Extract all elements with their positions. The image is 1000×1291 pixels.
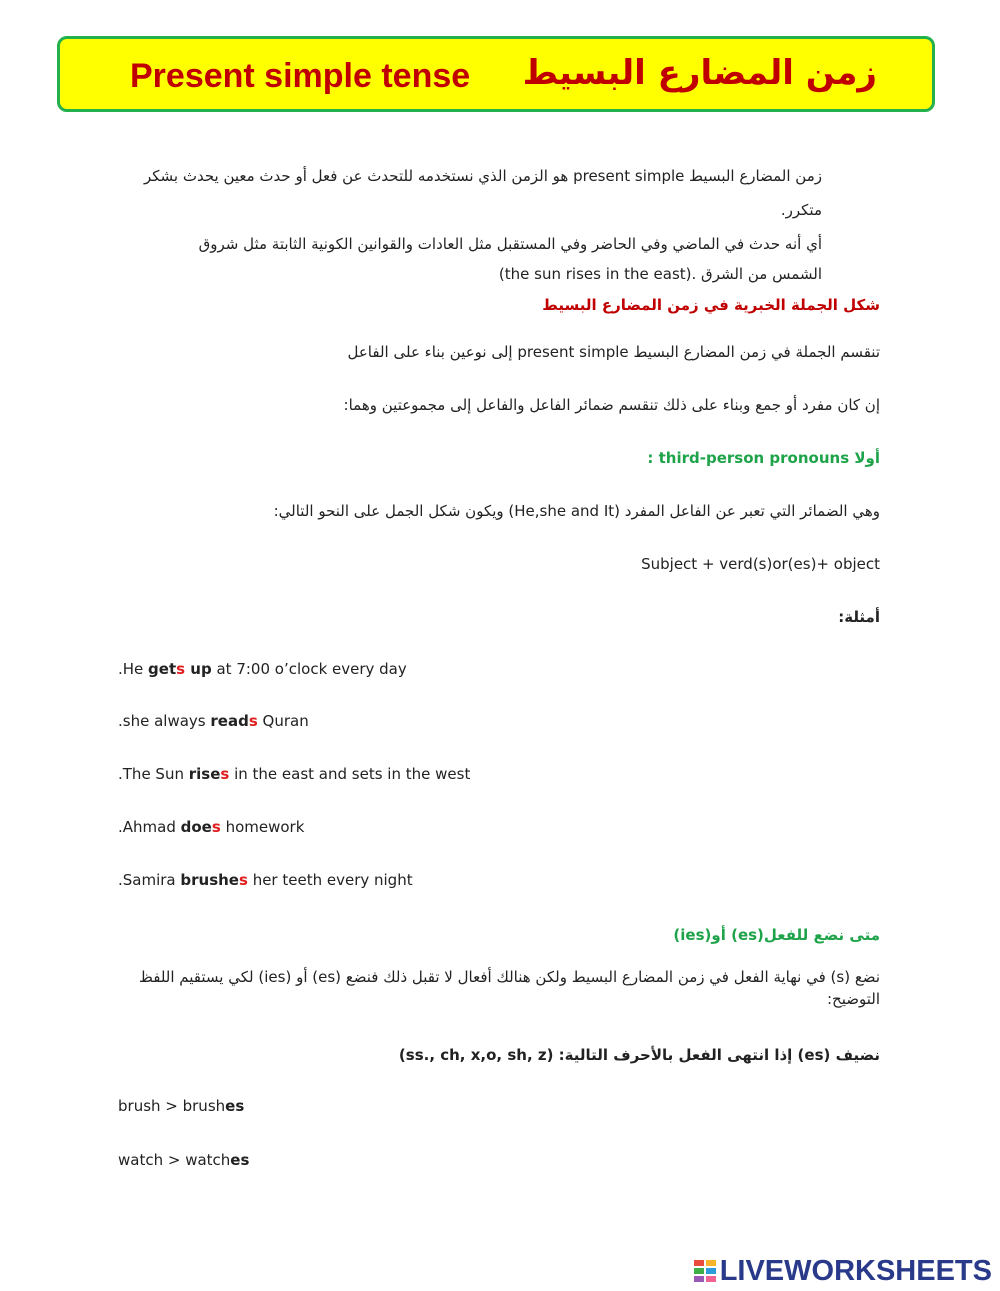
example-post: Quran [257,712,309,730]
title-banner [57,36,935,112]
examples-label: أمثلة: [838,608,880,626]
paragraph-sentence-types: تنقسم الجملة في زمن المضارع البسيط present simple إلى نوعين بناء على الفاعل [347,343,880,361]
liveworksheets-logo-text: LIVEWORKSHEETS [719,1254,992,1287]
word-base: brush > brush [118,1097,226,1115]
example-suffix: s [248,712,258,730]
example-sentence [118,765,470,783]
example-verb-particle: up [185,660,212,678]
intro-line-3: أي أنه حدث في الماضي وفي الحاضر وفي المستقبل مثل العادات والقوانين الكونية الثابتة مثل شروق [198,235,822,253]
intro-line-2: متكرر. [780,201,822,219]
word-example [118,1097,244,1115]
intro-line-4: الشمس من الشرق .(the sun rises in the east) [498,265,822,283]
example-post: homework [220,818,305,836]
example-pre: .she always [118,712,211,730]
example-pre: .He [118,660,149,678]
example-suffix: s [176,660,186,678]
example-pre: .Ahmad [118,818,181,836]
section-heading-sentence-form: شكل الجملة الخبرية في زمن المضارع البسيط [542,296,880,314]
paragraph-singular-subject: وهي الضمائر التي تعبر عن الفاعل المفرد (He,she and It) ويكون شكل الجمل على النحو التالي: [273,502,880,520]
example-verb: brushe [180,871,239,889]
example-suffix: s [211,818,221,836]
word-example [118,1151,249,1169]
section-heading-es-ies: متى نضع للفعل(es) أو(ies) [673,926,880,944]
intro-line-1: زمن المضارع البسيط present simple هو الزمن الذي نستخدمه للتحدث عن فعل أو حدث معين يحدث بشكر [143,167,822,185]
example-post: at 7:00 o’clock every day [211,660,407,678]
formula-text: Subject + verd(s)or(es)+ object [641,555,880,573]
liveworksheets-logo [694,1253,992,1289]
word-base: watch > watch [118,1151,231,1169]
example-sentence [118,712,309,730]
word-ending: es [230,1151,250,1169]
paragraph-es-ies-rule: نضع (s) في نهاية الفعل في زمن المضارع البسيط ولكن هنالك أفعال لا تقبل ذلك فنضع (es) أو (ies) لكي يستقيم اللفظ التوضيح: [139,968,880,1008]
example-verb: get [148,660,177,678]
example-suffix: s [220,765,230,783]
example-verb: doe [180,818,212,836]
example-pre: .Samira [118,871,181,889]
example-sentence [118,871,413,889]
example-post: in the east and sets in the west [229,765,471,783]
liveworksheets-logo-icon [694,1260,716,1282]
title-english: Present simple tense [130,57,471,95]
example-pre: .The Sun [118,765,189,783]
example-suffix: s [238,871,248,889]
example-sentence [118,660,407,678]
rule-es-endings: نضيف (es) إذا انتهى الفعل بالأحرف التالية: (ss., ch, x,o, sh, z) [398,1046,880,1064]
example-post: her teeth every night [247,871,413,889]
example-verb: read [210,712,249,730]
example-sentence [118,818,304,836]
section-heading-third-person: أولا third-person pronouns : [647,449,880,467]
example-verb: rise [188,765,221,783]
word-ending: es [225,1097,245,1115]
title-arabic: زمن المضارع البسيط [522,53,877,93]
paragraph-pronoun-groups: إن كان مفرد أو جمع وبناء على ذلك تنقسم ضمائر الفاعل والفاعل إلى مجموعتين وهما: [343,396,880,414]
